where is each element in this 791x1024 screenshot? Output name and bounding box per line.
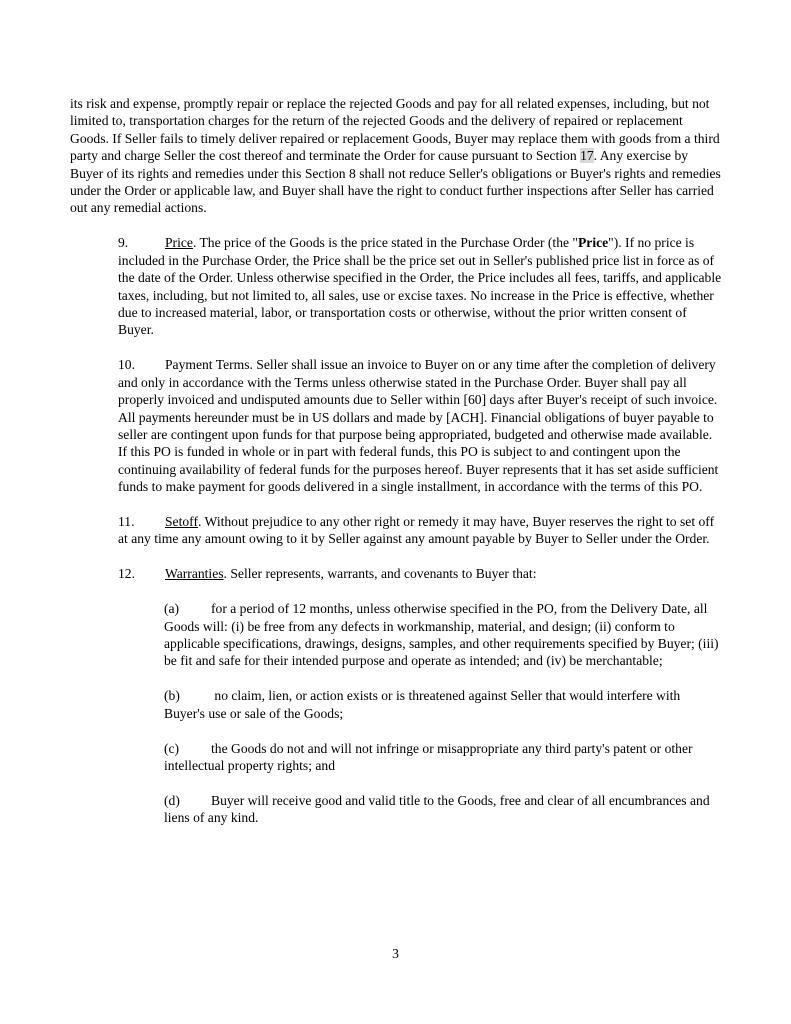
warranty-item-b — [70, 687, 722, 722]
section-heading: Setoff — [165, 514, 198, 530]
section-text: "). If no price is included in the Purchase Order, the Price shall be the price set out in Seller's published price list in force as of the date of the Order. Unless otherwise specified in the Order, the Price includes all fees, tariffs, and applicable taxes, including, but not limited to, all sales, use or excise taxes. No increase in the Price is effective, whether due to increased material, labor, or transportation costs or otherwise, without the prior written consent of Buyer. — [118, 235, 722, 338]
section-10-payment-terms — [70, 356, 722, 495]
section-9-price — [70, 234, 722, 338]
section-text: . Without prejudice to any other right or remedy it may have, Buyer reserves the right to set off at any time any amount owing to it by Seller against any amount payable by Buyer to Seller under the Order. — [118, 514, 715, 547]
defined-term: Price — [577, 235, 609, 251]
paragraph-section8-continuation — [70, 95, 722, 217]
section-reference-highlight: 17 — [580, 148, 594, 164]
section-11-setoff — [70, 513, 722, 548]
item-text: for a period of 12 months, unless otherwise specified in the PO, from the Delivery Date, all Goods will: (i) be free from any defects in workmanship, material, and design; (ii) conform to applicable specifications, drawings, designs, samples, and other requirements specified by Buyer; (iii) be fit and safe for their intended purpose and operate as intended; and (iv) be merchantable; — [164, 601, 719, 669]
item-label: (d) — [164, 793, 180, 808]
item-label: (a) — [164, 601, 180, 617]
section-number: 11. — [118, 514, 135, 530]
section-heading: Price — [165, 235, 193, 251]
section-number: 9. — [118, 235, 129, 251]
para-text: its risk and expense, promptly repair or replace the rejected Goods and pay for all related expenses, including, but not limited to, transportation charges for the return of the rejected Goods and the delivery of repaired or replacement Goods. If Seller fails to timely deliver repaired or replacement Goods, Buyer may replace them with goods from a third party and charge Seller the cost thereof and terminate the Order for cause pursuant to Section — [70, 96, 720, 164]
para-text: . Any exercise by Buyer of its rights and remedies under this Section 8 shall not reduce Seller's obligations or Buyer's rights and remedies under the Order or applicable law, and Buyer shall have the right to conduct further inspections after Seller has carried out any remedial actions. — [70, 148, 721, 216]
section-text: . The price of the Goods is the price stated in the Purchase Order (the " — [192, 235, 578, 251]
section-number: 10. — [118, 357, 135, 373]
warranty-item-d — [70, 792, 722, 827]
section-text: . Seller represents, warrants, and covenants to Buyer that: — [223, 566, 537, 582]
section-12-warranties — [70, 565, 722, 582]
page-number: 3 — [392, 946, 399, 961]
warranty-item-c — [70, 740, 722, 775]
section-text: Payment Terms. Seller shall issue an invoice to Buyer on or any time after the completion of delivery and only in accordance with the Terms unless otherwise stated in the Purchase Order. Buyer shall pay all properly invoiced and undisputed amounts due to Seller within [60] days after Buyer's receipt of such invoice. All payments hereunder must be in US dollars and made by [ACH]. Financial obligations of buyer payable to seller are contingent upon funds for that purpose being appropriated, budgeted and otherwise made available. If this PO is funded in whole or in part with federal funds, this PO is subject to and contingent upon the continuing availability of federal funds for the purposes hereof. Buyer represents that it has set aside sufficient funds to make payment for goods delivered in a single installment, in accordance with the terms of this PO. — [118, 357, 719, 495]
item-label: (b) — [164, 688, 180, 704]
document-page — [70, 95, 722, 844]
warranty-item-a — [70, 600, 722, 670]
item-label: (c) — [164, 740, 180, 756]
item-text: no claim, lien, or action exists or is threatened against Seller that would interfere with Buyer's use or sale of the Goods; — [164, 688, 681, 721]
section-number: 12. — [118, 566, 135, 582]
item-text: Buyer will receive good and valid title to the Goods, free and clear of all encumbrances and liens of any kind. — [164, 793, 710, 826]
item-text: the Goods do not and will not infringe or misappropriate any third party's patent or other intellectual property rights; and — [164, 740, 693, 774]
section-heading: Warranties — [165, 566, 224, 582]
